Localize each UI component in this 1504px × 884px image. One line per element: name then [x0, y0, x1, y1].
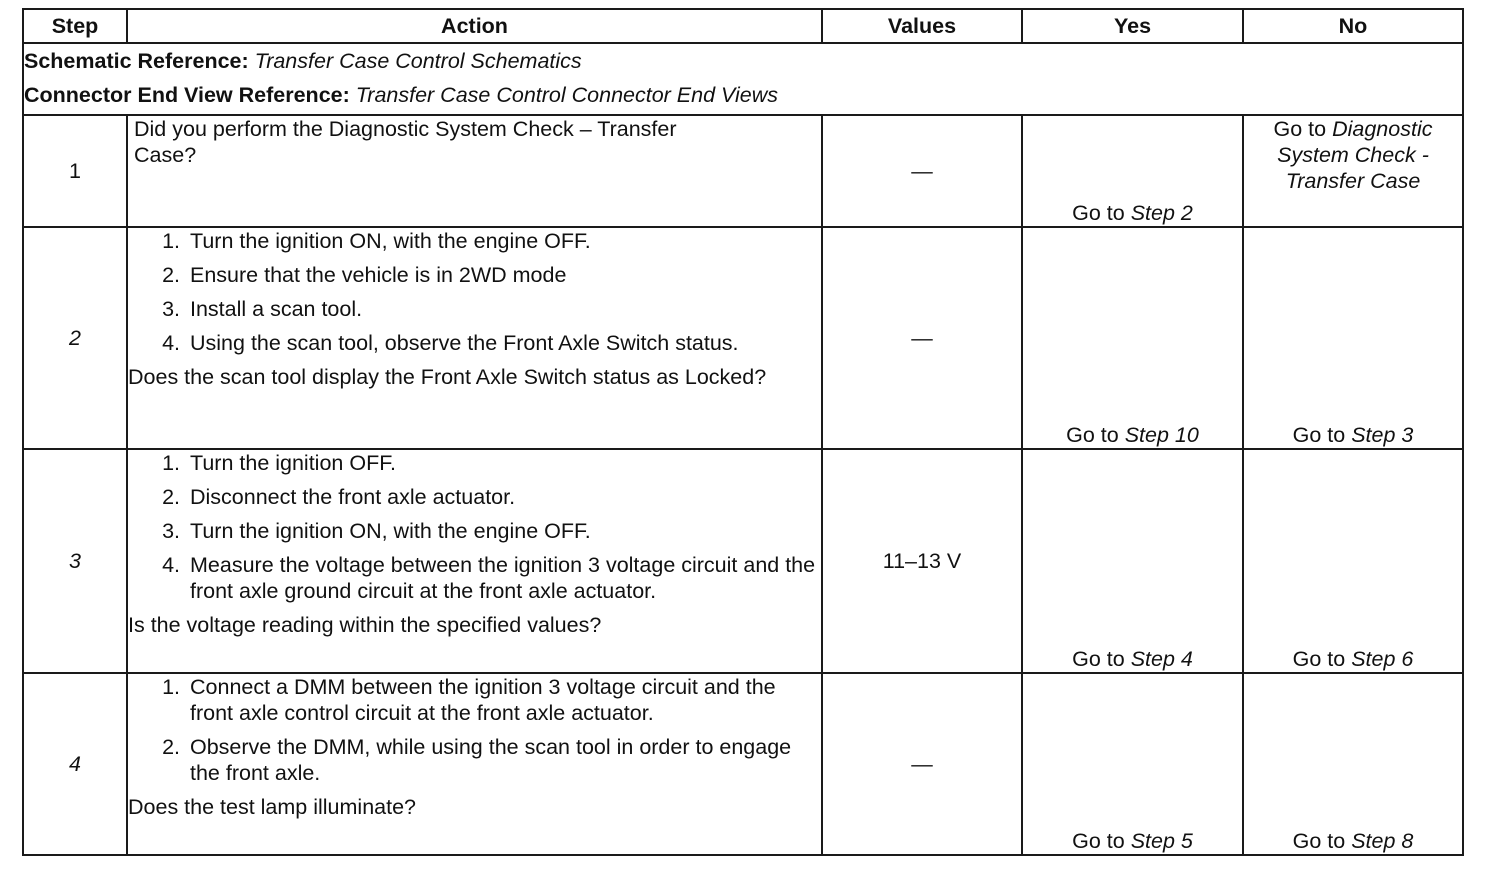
table-row: [23, 227, 1463, 449]
list-item: 3. Install a scan tool.: [186, 296, 821, 322]
no-cell: [1243, 115, 1463, 227]
header-no: No: [1243, 9, 1463, 43]
yes-cell: [1022, 673, 1243, 855]
goto-target: Diagnostic System Check - Transfer Case: [1277, 117, 1433, 193]
header-values: Values: [822, 9, 1022, 43]
goto-prefix: Go to: [1292, 829, 1346, 853]
reference-cell: [23, 43, 1463, 115]
no-cell: [1243, 227, 1463, 449]
action-cell: [127, 115, 822, 227]
connector-reference: [24, 78, 1462, 112]
goto-prefix: Go to: [1072, 647, 1125, 671]
schematic-reference: [24, 44, 1462, 78]
list-item: 3. Turn the ignition ON, with the engine OFF.: [186, 518, 821, 544]
yes-cell: [1022, 115, 1243, 227]
yes-cell: [1022, 449, 1243, 673]
list-item: 2. Ensure that the vehicle is in 2WD mode: [186, 262, 821, 288]
goto-prefix: Go to: [1066, 423, 1119, 447]
goto-target: Step 5: [1130, 829, 1193, 853]
step-number: 3: [69, 549, 81, 573]
action-steps: [128, 674, 821, 786]
list-item: 2. Disconnect the front axle actuator.: [186, 484, 821, 510]
connector-reference-value: Transfer Case Control Connector End Views: [355, 83, 778, 107]
goto-prefix: Go to: [1273, 117, 1327, 141]
values-cell: 11–13 V: [822, 449, 1022, 673]
table-row: [23, 449, 1463, 673]
table-row: [23, 115, 1463, 227]
goto-target: Step 3: [1351, 423, 1414, 447]
connector-reference-label: Connector End View Reference:: [24, 83, 350, 107]
list-item: 1. Turn the ignition OFF.: [186, 450, 821, 476]
list-item: 2. Observe the DMM, while using the scan tool in order to engage the front axle.: [186, 734, 821, 786]
goto-prefix: Go to: [1072, 829, 1125, 853]
goto-prefix: Go to: [1292, 647, 1346, 671]
values-cell: —: [822, 115, 1022, 227]
goto-prefix: Go to: [1072, 201, 1125, 225]
goto-target: Step 2: [1130, 201, 1193, 225]
values-cell: —: [822, 227, 1022, 449]
list-item: 4. Using the scan tool, observe the Front Axle Switch status.: [186, 330, 821, 356]
action-question: Did you perform the Diagnostic System Check – Transfer Case?: [134, 117, 677, 167]
schematic-reference-label: Schematic Reference:: [24, 49, 249, 73]
step-number: 1: [23, 115, 127, 227]
action-question: Does the scan tool display the Front Axle Switch status as Locked?: [128, 365, 767, 389]
header-yes: Yes: [1022, 9, 1243, 43]
step-number: 4: [69, 752, 81, 776]
yes-cell: [1022, 227, 1243, 449]
list-item: 1. Connect a DMM between the ignition 3 voltage circuit and the front axle control circuit at the front axle actuator.: [186, 674, 821, 726]
goto-target: Step 4: [1130, 647, 1193, 671]
action-cell: [127, 673, 822, 855]
reference-row: [23, 43, 1463, 115]
step-number: 2: [69, 326, 81, 350]
schematic-reference-value: Transfer Case Control Schematics: [254, 49, 582, 73]
no-cell: [1243, 449, 1463, 673]
table-row: [23, 673, 1463, 855]
header-step: Step: [23, 9, 127, 43]
header-action: Action: [127, 9, 822, 43]
goto-target: Step 8: [1351, 829, 1414, 853]
diagnostic-table: [22, 8, 1464, 856]
header-row: [23, 9, 1463, 43]
goto-target: Step 10: [1124, 423, 1199, 447]
no-cell: [1243, 673, 1463, 855]
list-item: 1. Turn the ignition ON, with the engine OFF.: [186, 228, 821, 254]
action-steps: [128, 450, 821, 604]
action-question: Is the voltage reading within the specified values?: [128, 613, 602, 637]
values-cell: —: [822, 673, 1022, 855]
goto-prefix: Go to: [1292, 423, 1346, 447]
action-steps: [128, 228, 821, 356]
action-cell: [127, 449, 822, 673]
list-item: 4. Measure the voltage between the ignition 3 voltage circuit and the front axle ground circuit at the front axle actuator.: [186, 552, 821, 604]
action-cell: [127, 227, 822, 449]
goto-target: Step 6: [1351, 647, 1414, 671]
action-question: Does the test lamp illuminate?: [128, 795, 417, 819]
